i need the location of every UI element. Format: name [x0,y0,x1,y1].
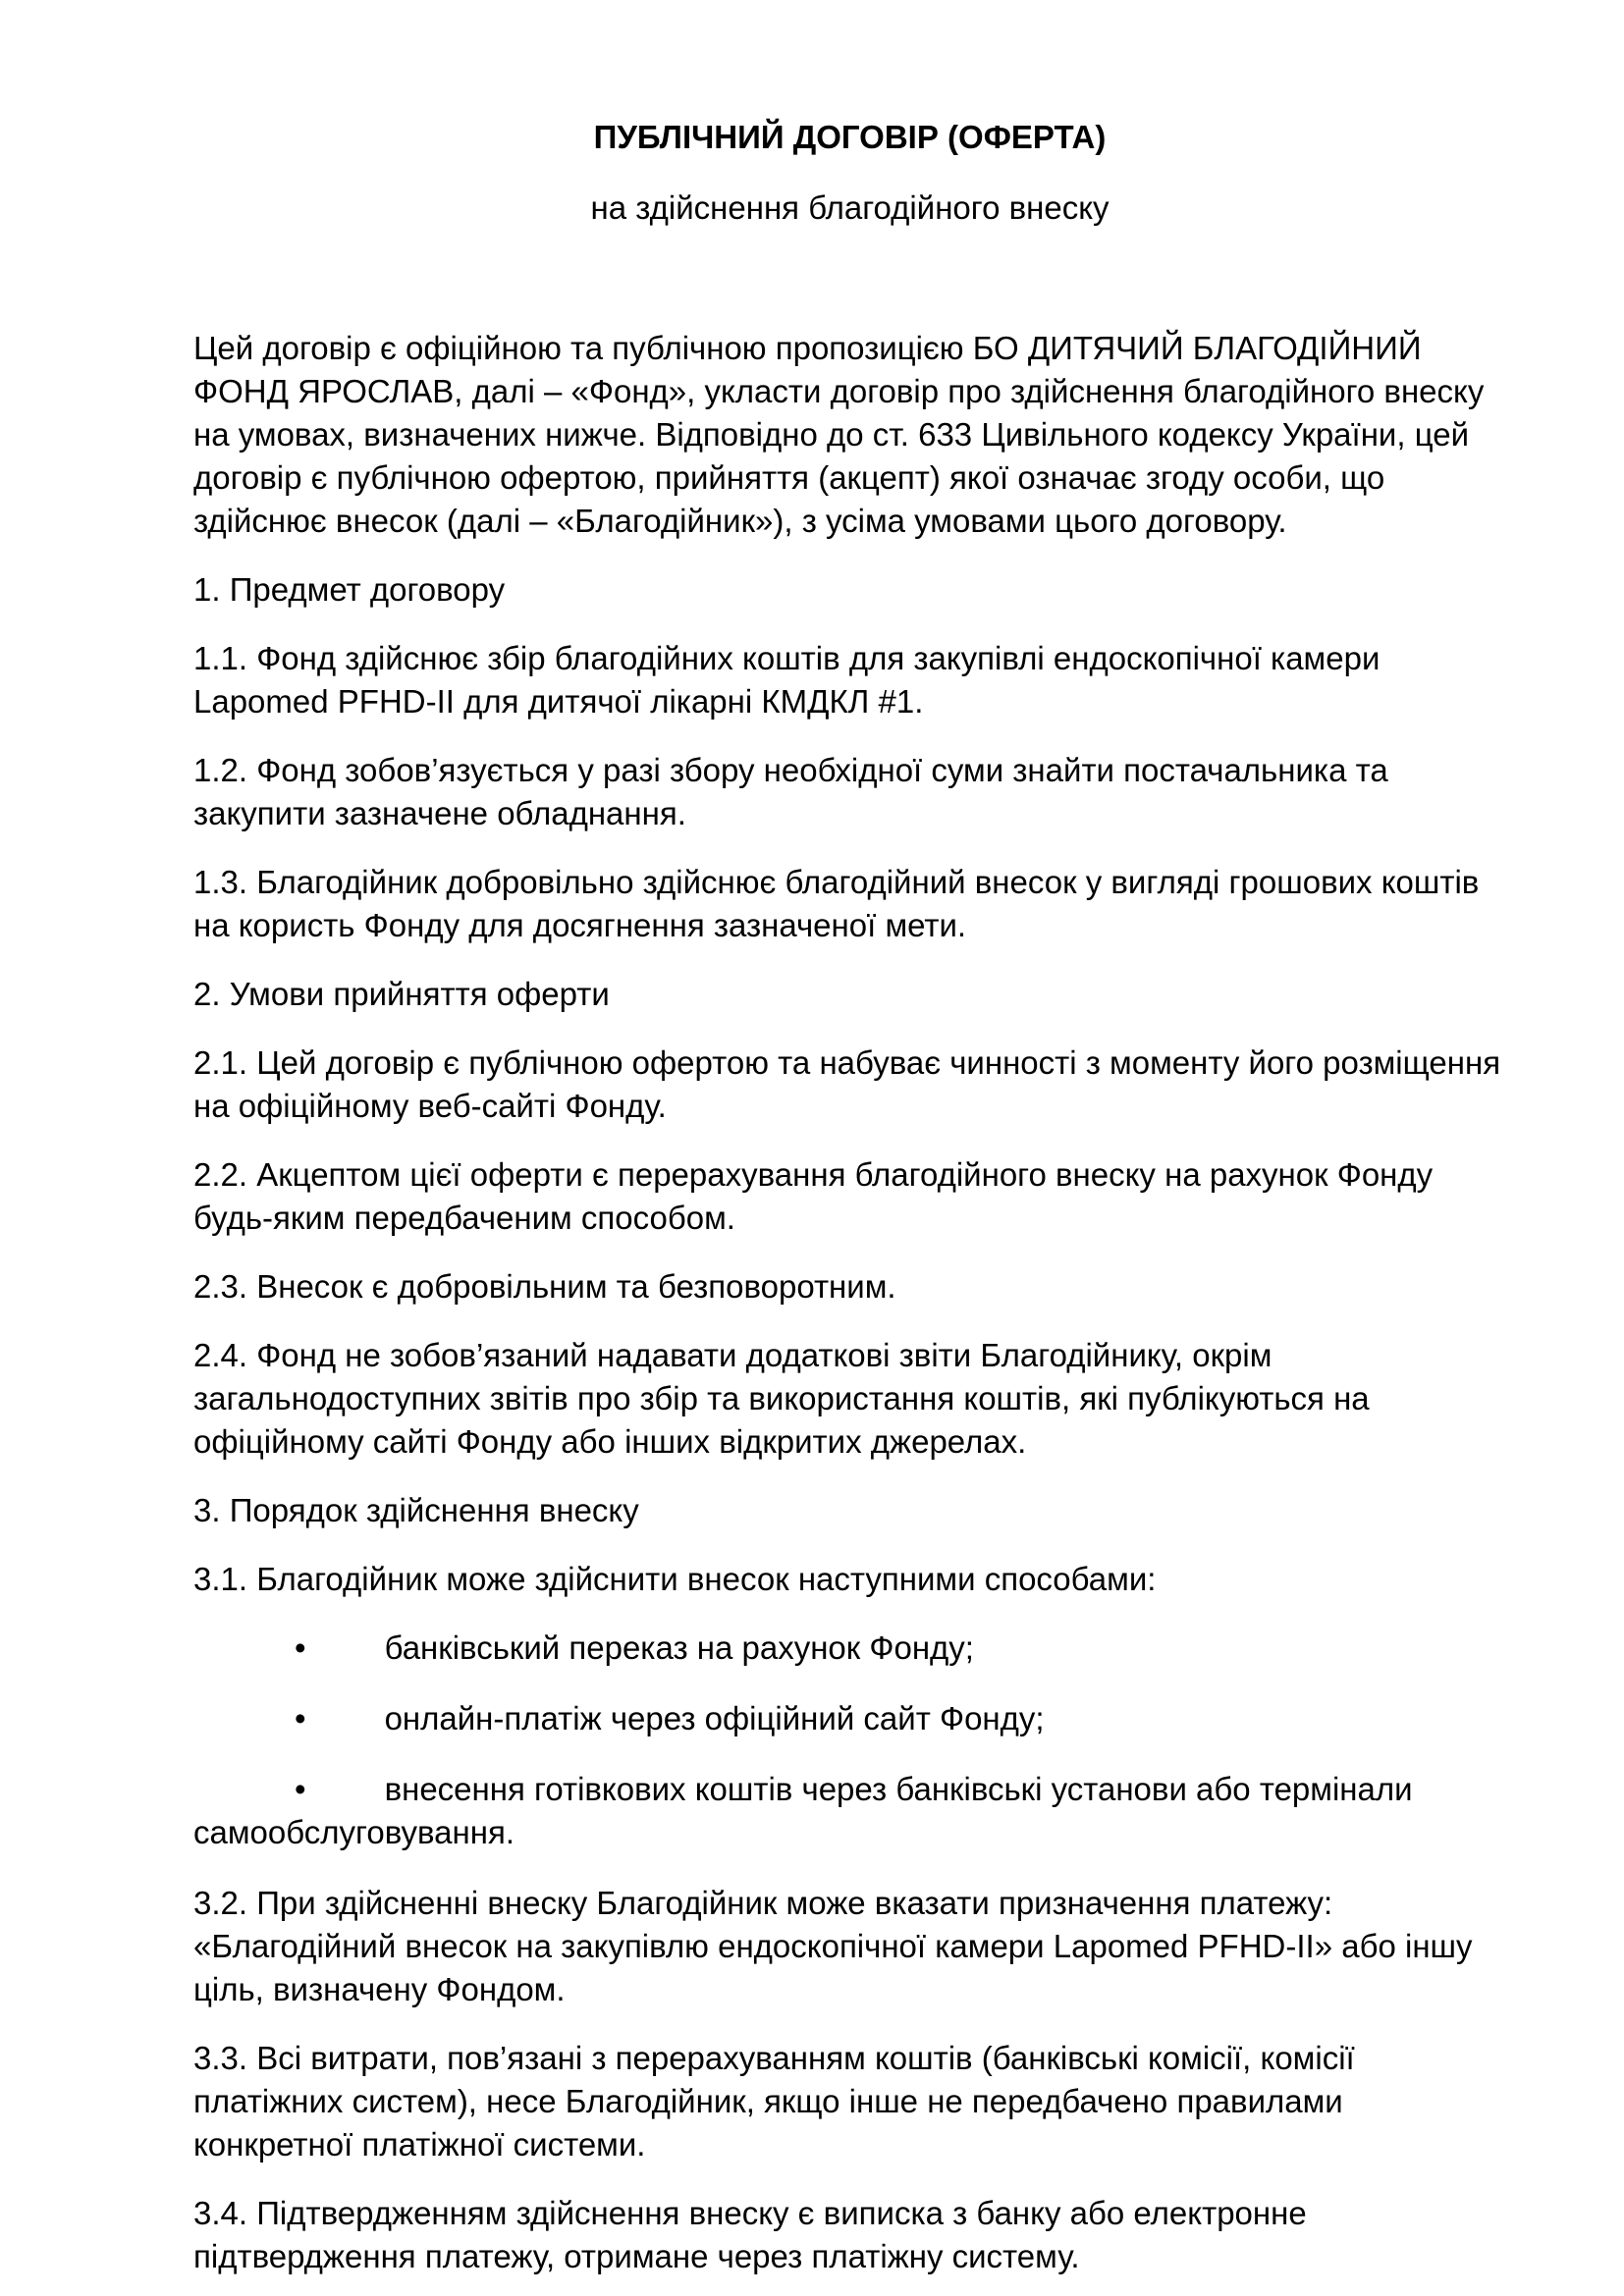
list-item-text: онлайн-платіж через офіційний сайт Фонду; [384,1700,1045,1736]
section-heading-3: 3. Порядок здійснення внеску [193,1492,639,1528]
list-item [193,1768,1506,1854]
bullet-icon: • [295,1700,306,1736]
section-heading-1: 1. Предмет договору [193,571,506,608]
list-item-text: внесення готівкових коштів через банківські установи або термінали самообслуговування. [193,1771,1413,1850]
list-item [193,1627,1506,1670]
paragraph-3-2: 3.2. При здійсненні внеску Благодійник може вказати призначення платежу: «Благодійний внесок на закупівлю ендоскопічної камери Lapomed PFHD-II» або іншу ціль, визначену Фондом. [193,1885,1473,2007]
paragraph-2-3: 2.3. Внесок є добровільним та безповоротним. [193,1268,896,1305]
section-heading-2: 2. Умови прийняття оферти [193,976,610,1012]
paragraph-3-4: 3.4. Підтвердженням здійснення внеску є виписка з банку або електронне підтвердження платежу, отримане через платіжну систему. [193,2195,1307,2274]
list-item-text: банківський переказ на рахунок Фонду; [384,1629,974,1666]
list-item [193,1697,1506,1740]
paragraph-1-1: 1.1. Фонд здійснює збір благодійних коштів для закупівлі ендоскопічної камери Lapomed PFHD-II для дитячої лікарні КМДКЛ #1. [193,640,1380,720]
document-subtitle: на здійснення благодійного внеску [590,189,1110,226]
paragraph-3-1: 3.1. Благодійник може здійснити внесок наступними способами: [193,1561,1157,1597]
paragraph-3-3: 3.3. Всі витрати, пов’язані з перерахуванням коштів (банківські комісії, комісії платіжних систем), несе Благодійник, якщо інше не передбачено правилами конкретної платіжної системи. [193,2040,1355,2163]
bullet-icon: • [295,1629,306,1666]
paragraph-1-3: 1.3. Благодійник добровільно здійснює благодійний внесок у вигляді грошових коштів на користь Фонду для досягнення зазначеної мети. [193,864,1480,943]
paragraph-2-4: 2.4. Фонд не зобов’язаний надавати додаткові звіти Благодійнику, окрім загальнодоступних звітів про збір та використання коштів, які публікуються на офіційному сайті Фонду або інших відкритих джерелах. [193,1337,1370,1460]
paragraph-1-2: 1.2. Фонд зобов’язується у разі збору необхідної суми знайти постачальника та закупити зазначене обладнання. [193,752,1388,831]
document-title: ПУБЛІЧНИЙ ДОГОВІР (ОФЕРТА) [593,119,1107,155]
bullet-icon: • [295,1771,306,1807]
paragraph-2-2: 2.2. Акцептом цієї оферти є перерахування благодійного внеску на рахунок Фонду будь-яким передбаченим способом. [193,1156,1434,1236]
paragraph-2-1: 2.1. Цей договір є публічною офертою та набуває чинності з моменту його розміщення на офіційному веб-сайті Фонду. [193,1044,1501,1124]
intro-paragraph: Цей договір є офіційною та публічною пропозицією БО ДИТЯЧИЙ БЛАГОДІЙНИЙ ФОНД ЯРОСЛАВ, далі – «Фонд», укласти договір про здійснення благодійного внеску на умовах, визначених нижче. Відповідно до ст. 633 Цивільного кодексу України, цей договір є публічною офертою, прийняття (акцепт) якої означає згоду особи, що здійснює внесок (далі – «Благодійник»), з усіма умовами цього договору. [193,330,1485,539]
